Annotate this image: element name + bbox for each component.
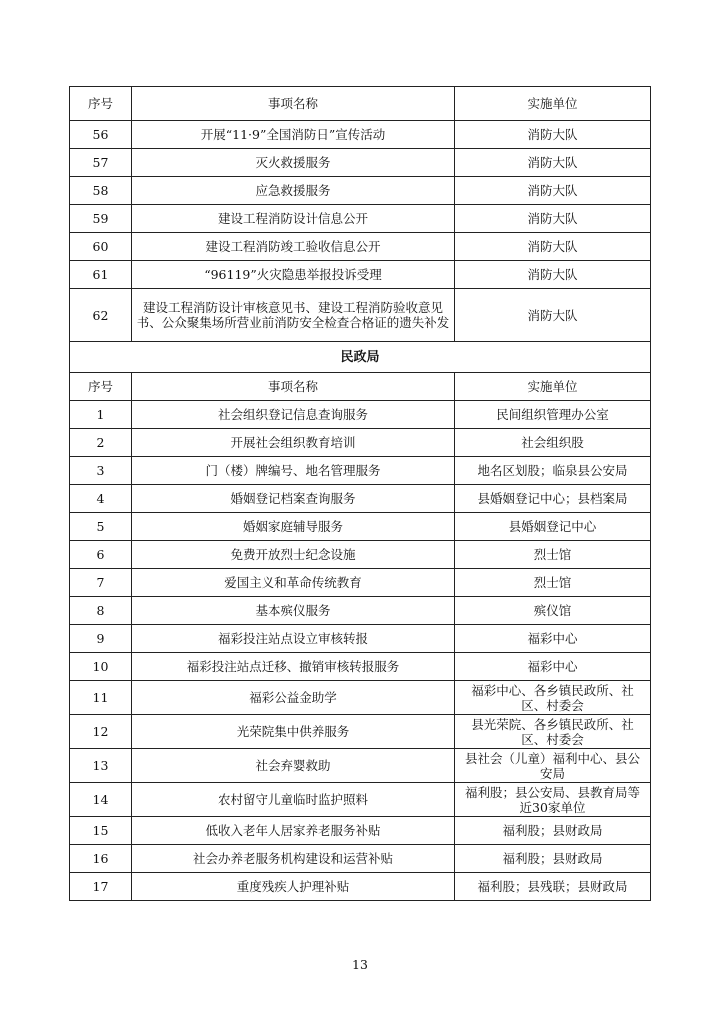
row-no: 15	[70, 817, 132, 845]
row-item: 婚姻家庭辅导服务	[132, 513, 455, 541]
row-no: 10	[70, 653, 132, 681]
row-item: 免费开放烈士纪念设施	[132, 541, 455, 569]
row-no: 11	[70, 681, 132, 715]
row-item: 重度残疾人护理补贴	[132, 873, 455, 901]
table-row	[70, 541, 651, 569]
header-item: 事项名称	[132, 87, 455, 121]
row-no: 60	[70, 233, 132, 261]
table-row	[70, 845, 651, 873]
row-item: “96119”火灾隐患举报投诉受理	[132, 261, 455, 289]
row-unit: 县光荣院、各乡镇民政所、社区、村委会	[455, 715, 651, 749]
row-item: 福彩投注站点迁移、撤销审核转报服务	[132, 653, 455, 681]
table-row	[70, 401, 651, 429]
row-unit: 社会组织股	[455, 429, 651, 457]
row-no: 1	[70, 401, 132, 429]
row-item: 建设工程消防设计审核意见书、建设工程消防验收意见书、公众聚集场所营业前消防安全检查合格证的遗失补发	[132, 289, 455, 342]
row-item: 社会组织登记信息查询服务	[132, 401, 455, 429]
table-row	[70, 177, 651, 205]
row-unit: 福利股；县财政局	[455, 845, 651, 873]
row-unit: 烈士馆	[455, 541, 651, 569]
row-unit: 消防大队	[455, 121, 651, 149]
row-unit: 福利股；县财政局	[455, 817, 651, 845]
row-no: 57	[70, 149, 132, 177]
table-row	[70, 261, 651, 289]
row-unit: 福利股；县公安局、县教育局等近30家单位	[455, 783, 651, 817]
row-item: 农村留守儿童临时监护照料	[132, 783, 455, 817]
table-row	[70, 749, 651, 783]
row-no: 5	[70, 513, 132, 541]
row-no: 2	[70, 429, 132, 457]
row-unit: 消防大队	[455, 149, 651, 177]
table-row	[70, 485, 651, 513]
row-no: 3	[70, 457, 132, 485]
header-no: 序号	[70, 87, 132, 121]
row-item: 建设工程消防竣工验收信息公开	[132, 233, 455, 261]
row-no: 61	[70, 261, 132, 289]
header-item: 事项名称	[132, 373, 455, 401]
table-row	[70, 783, 651, 817]
row-no: 59	[70, 205, 132, 233]
row-item: 婚姻登记档案查询服务	[132, 485, 455, 513]
row-unit: 福彩中心	[455, 625, 651, 653]
table-row	[70, 715, 651, 749]
row-unit: 地名区划股；临泉县公安局	[455, 457, 651, 485]
row-item: 开展社会组织教育培训	[132, 429, 455, 457]
table-row	[70, 653, 651, 681]
row-no: 56	[70, 121, 132, 149]
row-unit: 县婚姻登记中心	[455, 513, 651, 541]
row-no: 13	[70, 749, 132, 783]
row-no: 12	[70, 715, 132, 749]
table-row	[70, 205, 651, 233]
row-no: 17	[70, 873, 132, 901]
row-item: 社会办养老服务机构建设和运营补贴	[132, 845, 455, 873]
row-unit: 民间组织管理办公室	[455, 401, 651, 429]
row-no: 6	[70, 541, 132, 569]
section-row	[70, 342, 651, 373]
header-unit: 实施单位	[455, 373, 651, 401]
page-number: 13	[352, 957, 368, 972]
table-row	[70, 817, 651, 845]
row-unit: 消防大队	[455, 289, 651, 342]
row-item: 爱国主义和革命传统教育	[132, 569, 455, 597]
row-item: 社会弃婴救助	[132, 749, 455, 783]
table-row	[70, 513, 651, 541]
row-unit: 消防大队	[455, 205, 651, 233]
table-row	[70, 457, 651, 485]
row-item: 建设工程消防设计信息公开	[132, 205, 455, 233]
row-unit: 殡仪馆	[455, 597, 651, 625]
row-item: 福彩公益金助学	[132, 681, 455, 715]
row-item: 应急救援服务	[132, 177, 455, 205]
table-row	[70, 233, 651, 261]
table-row	[70, 873, 651, 901]
table-row	[70, 289, 651, 342]
row-no: 4	[70, 485, 132, 513]
row-unit: 消防大队	[455, 177, 651, 205]
table-row	[70, 597, 651, 625]
header-no: 序号	[70, 373, 132, 401]
row-no: 7	[70, 569, 132, 597]
table-row	[70, 429, 651, 457]
row-item: 门（楼）牌编号、地名管理服务	[132, 457, 455, 485]
row-no: 14	[70, 783, 132, 817]
row-no: 8	[70, 597, 132, 625]
row-no: 16	[70, 845, 132, 873]
table-row	[70, 149, 651, 177]
row-no: 62	[70, 289, 132, 342]
table-row	[70, 681, 651, 715]
row-item: 灭火救援服务	[132, 149, 455, 177]
service-items-table	[69, 86, 651, 901]
table-header-row	[70, 373, 651, 401]
row-unit: 福利股；县残联；县财政局	[455, 873, 651, 901]
table-row	[70, 121, 651, 149]
row-unit: 烈士馆	[455, 569, 651, 597]
row-item: 基本殡仪服务	[132, 597, 455, 625]
row-item: 光荣院集中供养服务	[132, 715, 455, 749]
header-unit: 实施单位	[455, 87, 651, 121]
row-unit: 县社会（儿童）福利中心、县公安局	[455, 749, 651, 783]
row-no: 58	[70, 177, 132, 205]
section-title: 民政局	[70, 342, 651, 373]
row-item: 福彩投注站点设立审核转报	[132, 625, 455, 653]
row-unit: 消防大队	[455, 261, 651, 289]
row-unit: 县婚姻登记中心；县档案局	[455, 485, 651, 513]
table-row	[70, 569, 651, 597]
row-item: 低收入老年人居家养老服务补贴	[132, 817, 455, 845]
row-unit: 福彩中心	[455, 653, 651, 681]
table-row	[70, 625, 651, 653]
row-unit: 消防大队	[455, 233, 651, 261]
row-no: 9	[70, 625, 132, 653]
row-unit: 福彩中心、各乡镇民政所、社区、村委会	[455, 681, 651, 715]
row-item: 开展“11·9”全国消防日”宣传活动	[132, 121, 455, 149]
table-header-row	[70, 87, 651, 121]
